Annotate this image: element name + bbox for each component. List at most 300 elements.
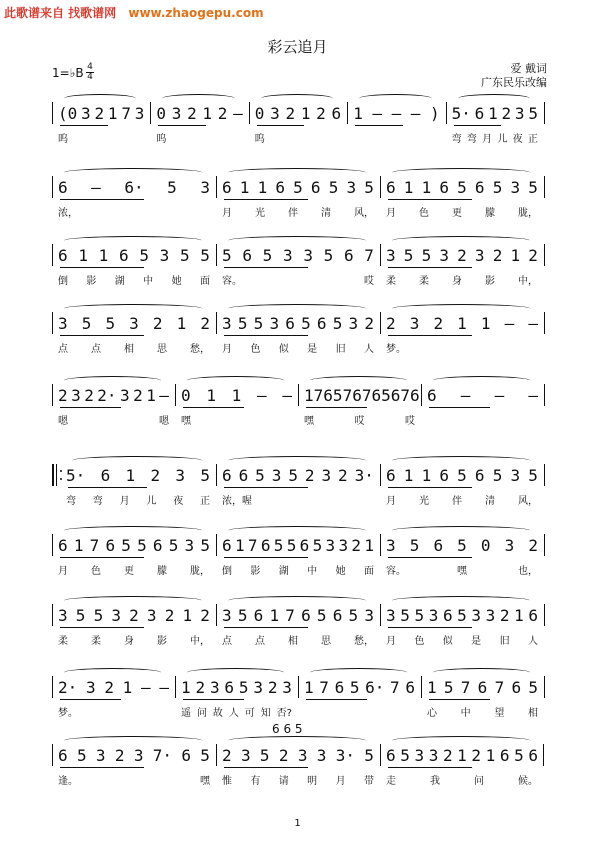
lyric-syllable: 似	[278, 344, 289, 355]
barline	[175, 676, 176, 698]
note: 1	[488, 104, 498, 123]
lyric-syllable: 嘿	[181, 416, 191, 427]
note: 1	[125, 466, 136, 485]
lyric-syllable: 柔	[386, 276, 396, 287]
lyric-syllable: 明	[307, 776, 318, 787]
measure-lyrics	[58, 412, 169, 426]
note: 3	[95, 746, 106, 765]
note: 5	[137, 536, 147, 555]
lyric-syllable: 儿	[146, 496, 157, 507]
measure-lyrics	[222, 272, 374, 286]
lyric-syllable: 知	[260, 708, 271, 719]
note: 6	[474, 104, 485, 123]
lyric-syllable: 弯	[466, 134, 477, 145]
lyric-syllable: 清	[485, 496, 495, 507]
note: 6	[260, 536, 271, 555]
note: 3	[222, 606, 232, 625]
note: 5	[457, 466, 467, 485]
measure-lyrics	[222, 340, 374, 354]
repeat-start-barline	[52, 464, 54, 486]
lyric-syllable: 影	[250, 566, 261, 577]
note: 7	[390, 678, 400, 697]
lyric-syllable: 嗯	[159, 416, 169, 427]
note: 0	[254, 104, 265, 123]
note: 2	[187, 104, 197, 123]
note: –	[233, 104, 243, 123]
note: 2	[278, 746, 289, 765]
note: 6	[343, 246, 354, 265]
barline	[52, 676, 53, 698]
note: 6	[474, 466, 485, 485]
lyric-syllable: 月	[119, 496, 130, 507]
note: 3	[209, 678, 220, 697]
barline	[175, 384, 176, 406]
note: (0	[58, 104, 78, 123]
slur-mark	[64, 168, 202, 177]
note: 1	[304, 678, 314, 697]
note: 5	[105, 314, 116, 333]
measure-notes	[222, 606, 374, 626]
note: 5	[457, 606, 467, 625]
note: 5	[514, 746, 524, 765]
lyric-syllable: 嘿	[200, 776, 210, 787]
note: 6	[334, 678, 345, 697]
beam-underline	[429, 699, 490, 700]
lyric-syllable: 有	[250, 776, 261, 787]
note: 3	[428, 606, 439, 625]
beam-underline	[224, 767, 308, 768]
note: 5	[222, 246, 232, 265]
note: 3	[321, 466, 332, 485]
measure-notes	[181, 386, 292, 406]
barline	[298, 384, 299, 406]
beam-underline	[224, 627, 308, 628]
note: 2	[222, 746, 232, 765]
beam-underline	[60, 627, 144, 628]
note: 2	[104, 678, 114, 697]
note: 3	[471, 606, 482, 625]
note: 1	[403, 178, 414, 197]
measure-lyrics	[386, 272, 538, 286]
lyric-syllable: 人	[228, 708, 239, 719]
beam-underline	[183, 407, 244, 408]
note: 2	[133, 386, 143, 405]
barline	[543, 744, 544, 766]
note: 6	[316, 314, 327, 333]
measure-notes	[58, 536, 210, 556]
note: 5	[255, 466, 265, 485]
lyric-syllable: 柔	[58, 636, 68, 647]
note: 5	[528, 104, 538, 123]
note: 5	[286, 536, 297, 555]
barline	[544, 102, 545, 124]
repeat-thin-barline	[56, 464, 57, 486]
note: 5	[273, 536, 284, 555]
slur-mark	[228, 304, 366, 313]
lyric-syllable: 身	[124, 636, 134, 647]
slur-mark	[64, 236, 202, 245]
lyric-syllable: 更	[452, 208, 462, 219]
lyric-syllable: 光	[419, 496, 429, 507]
barline	[52, 534, 53, 556]
lyric-syllable: 月	[482, 134, 493, 145]
note: 6	[242, 246, 252, 265]
note: 1	[353, 104, 363, 123]
note: )	[429, 104, 440, 123]
note: 6	[528, 606, 538, 625]
note: 6	[118, 246, 129, 265]
note: 5	[332, 386, 343, 405]
note: 2·	[97, 386, 117, 405]
measure-lyrics	[386, 562, 538, 576]
note: 5	[293, 178, 303, 197]
beam-underline	[224, 199, 308, 200]
lyric-syllable: 否?	[276, 708, 292, 719]
note: 3	[159, 246, 170, 265]
lyric-syllable: 点	[255, 636, 265, 647]
note: 6	[371, 386, 382, 405]
lyric-syllable: 惟	[222, 776, 232, 787]
barline	[380, 604, 381, 626]
note: 6	[390, 386, 401, 405]
beam-underline	[224, 557, 308, 558]
note: 3	[129, 314, 139, 333]
slur-mark	[228, 168, 366, 177]
slur-mark	[64, 668, 161, 677]
beam-underline	[60, 699, 121, 700]
note: 2	[129, 606, 139, 625]
lyric-syllable: 中，	[518, 276, 538, 287]
note: 5	[528, 466, 538, 485]
note: –	[282, 386, 292, 405]
lyric-syllable: 人	[527, 636, 538, 647]
note: 5	[262, 246, 273, 265]
note: 3	[253, 678, 263, 697]
note: 5	[121, 536, 131, 555]
note: 3·	[354, 466, 374, 485]
note: 3	[386, 536, 396, 555]
barline	[52, 604, 53, 626]
barline	[52, 102, 53, 124]
note: 3	[269, 314, 280, 333]
beam-underline	[388, 487, 472, 488]
measure-lyrics	[222, 492, 374, 506]
measure-notes	[58, 178, 210, 198]
repeat-dot	[60, 470, 62, 472]
note: 6	[222, 536, 232, 555]
barline	[216, 464, 217, 486]
lyric-syllable: 色	[414, 636, 425, 647]
lyric-syllable: 更	[124, 566, 134, 577]
note: 3	[348, 314, 359, 333]
note: 3	[510, 178, 521, 197]
barline	[298, 676, 299, 698]
beam-underline	[224, 335, 308, 336]
note: 2	[267, 678, 278, 697]
note: 2	[164, 606, 175, 625]
lyric-syllable: 是	[307, 344, 318, 355]
note: 0	[156, 104, 167, 123]
note: 1	[480, 314, 491, 333]
staff-system	[52, 460, 544, 520]
note: 7	[121, 104, 131, 123]
lyric-syllable: 似	[442, 636, 453, 647]
slur-mark	[64, 304, 202, 313]
lyric-syllable: 伴	[452, 496, 462, 507]
barline	[544, 312, 545, 334]
note: 3	[134, 104, 145, 123]
lyric-syllable: 湖	[278, 566, 289, 577]
note: 3	[85, 678, 96, 697]
note: 5·	[451, 104, 471, 123]
measure-lyrics	[222, 772, 374, 786]
beam-underline	[183, 699, 244, 700]
note: 5	[200, 246, 210, 265]
note: 2	[457, 246, 467, 265]
measure-lyrics	[386, 772, 538, 786]
lyric-syllable: 浓，喔	[222, 496, 252, 507]
note: 6	[301, 606, 311, 625]
slur-mark	[458, 94, 530, 103]
barline	[249, 102, 250, 124]
lyric-syllable: 点	[222, 636, 232, 647]
note: –	[528, 386, 538, 405]
lyric-syllable: 她	[171, 276, 182, 287]
time-signature	[86, 63, 94, 82]
lyric-syllable: 面	[199, 276, 210, 287]
note: 5	[403, 246, 414, 265]
slur-mark	[64, 736, 202, 745]
lyric-syllable: 梦。	[58, 708, 78, 719]
beam-underline	[388, 557, 472, 558]
page-number: 1	[294, 818, 301, 829]
note: 5	[457, 536, 467, 555]
watermark	[4, 4, 264, 21]
lyric-syllable: 风，	[518, 496, 538, 507]
measure-notes	[222, 466, 374, 486]
lyric-syllable: 哎	[405, 416, 415, 427]
lyric-syllable: 望	[494, 708, 505, 719]
lyric-syllable: 浓，	[58, 208, 78, 219]
note: 6	[386, 466, 396, 485]
note: 5	[316, 606, 327, 625]
note: 3	[282, 678, 292, 697]
lyric-syllable: 光	[255, 208, 265, 219]
slur-mark	[310, 376, 407, 385]
barline	[380, 464, 381, 486]
slur-mark	[392, 736, 530, 745]
slur-mark	[162, 94, 234, 103]
note: 5	[414, 606, 425, 625]
note: –	[159, 386, 169, 405]
measure-lyrics	[386, 204, 538, 218]
note: 5	[421, 246, 432, 265]
beam-underline	[388, 767, 472, 768]
staff-system	[52, 98, 544, 158]
measure-lyrics	[66, 492, 210, 506]
staff-system	[52, 600, 544, 660]
lyric-syllable: 她	[335, 566, 346, 577]
note: 0	[181, 386, 191, 405]
lyric-syllable: 点	[91, 344, 101, 355]
staff-system	[52, 240, 544, 300]
note: 3	[386, 246, 396, 265]
note: 2	[501, 104, 512, 123]
lyric-syllable: 是	[471, 636, 482, 647]
lyric-syllable: 候。	[518, 776, 538, 787]
lyric-syllable: 问	[196, 708, 207, 719]
staff-system	[52, 380, 544, 440]
note: 1	[514, 606, 524, 625]
note: 6	[331, 104, 342, 123]
note: 1	[78, 246, 88, 265]
measure-notes	[386, 178, 538, 198]
note: 2	[200, 314, 210, 333]
note: 2	[195, 678, 206, 697]
lyric-syllable: 伴	[288, 208, 298, 219]
note: 3	[316, 746, 327, 765]
note: –	[391, 104, 402, 123]
note: 3	[146, 606, 157, 625]
note: 3·	[335, 746, 355, 765]
note: 6	[474, 178, 485, 197]
note: 3	[282, 246, 293, 265]
note: 3	[386, 606, 396, 625]
barline	[446, 102, 447, 124]
time-top: 4	[87, 62, 93, 72]
lyric-syllable: 愁，	[190, 344, 210, 355]
note: 2	[433, 314, 444, 333]
barline	[380, 534, 381, 556]
note: 5	[528, 178, 538, 197]
note: 6	[439, 466, 449, 485]
measure-lyrics	[58, 130, 144, 144]
note: 5	[200, 536, 210, 555]
note: 1	[364, 536, 374, 555]
slur-mark	[72, 456, 202, 465]
beam-underline	[355, 125, 403, 126]
note: 5	[75, 606, 86, 625]
measure-notes	[427, 678, 538, 698]
note: 7	[361, 386, 372, 405]
beam-underline	[454, 125, 502, 126]
slur-mark	[228, 736, 366, 745]
lyric-syllable: 心	[427, 708, 437, 719]
beam-underline	[60, 767, 144, 768]
note: 1	[427, 678, 437, 697]
note: 2	[499, 606, 510, 625]
measure-lyrics	[304, 412, 415, 426]
note: –	[91, 178, 101, 197]
lyric-syllable: 弯	[92, 496, 103, 507]
lyric-syllable: 中	[143, 276, 154, 287]
lyric-syllable: 嘿	[304, 416, 314, 427]
note: 2	[58, 386, 68, 405]
lyric-syllable: 月	[58, 566, 68, 577]
staff-system	[52, 308, 544, 368]
note: 1	[269, 606, 280, 625]
note: –	[159, 678, 169, 697]
beam-underline	[68, 487, 147, 488]
barline	[150, 102, 151, 124]
note: 7	[494, 678, 505, 697]
measure-notes	[181, 678, 292, 698]
measure-notes	[386, 746, 538, 766]
measure-lyrics	[222, 632, 374, 646]
note: 5	[76, 746, 87, 765]
barline	[544, 176, 545, 198]
note: 7	[319, 678, 329, 697]
note: 3	[81, 104, 91, 123]
measure-notes	[386, 536, 538, 556]
measure-notes	[386, 314, 538, 334]
note: 3	[175, 466, 186, 485]
note: 5	[179, 246, 190, 265]
measure-lyrics	[58, 704, 169, 718]
measure-lyrics	[58, 632, 210, 646]
slur-mark	[64, 94, 136, 103]
note: 5	[168, 536, 179, 555]
measure-lyrics	[452, 130, 538, 144]
lyric-syllable: 人	[363, 344, 374, 355]
note: 2	[528, 536, 538, 555]
measure-notes	[156, 104, 242, 124]
barline	[216, 604, 217, 626]
lyric-syllable: 柔	[419, 276, 429, 287]
beam-underline	[60, 267, 144, 268]
note: 6	[410, 386, 420, 405]
lyric-syllable: 呜	[254, 134, 265, 145]
measure-lyrics	[58, 204, 210, 218]
barline	[52, 312, 53, 334]
measure-notes	[58, 386, 169, 406]
slur-mark	[228, 596, 366, 605]
note: 6	[181, 746, 191, 765]
lyric-syllable: 影	[485, 276, 495, 287]
lyric-syllable: 旧	[499, 636, 510, 647]
note: 6	[323, 386, 333, 405]
lyric-syllable: 胧，	[190, 566, 210, 577]
note: 3	[510, 466, 521, 485]
lyric-syllable: 中	[460, 708, 471, 719]
measure-notes	[58, 606, 210, 626]
note: 3	[71, 386, 81, 405]
lyric-syllable: 正	[527, 134, 538, 145]
lyric-syllable: 旧	[335, 344, 346, 355]
note: 1	[234, 536, 245, 555]
note: 7	[247, 536, 258, 555]
song-title: 彩云追月	[267, 38, 328, 56]
note: 3	[504, 536, 515, 555]
barline	[544, 604, 545, 626]
slur-mark	[228, 526, 366, 535]
note: 5	[167, 178, 177, 197]
lyric-syllable: 面	[363, 566, 374, 577]
lyric-syllable: 月	[222, 208, 232, 219]
note: 6	[222, 466, 232, 485]
note: 1	[206, 386, 216, 405]
beam-underline	[306, 699, 367, 700]
lyric-syllable: 月	[386, 636, 396, 647]
note: 5	[364, 746, 374, 765]
measure-notes	[255, 104, 341, 124]
note: 3	[171, 104, 182, 123]
note: 5	[139, 246, 149, 265]
beam-underline	[60, 125, 108, 126]
note: 5	[200, 746, 210, 765]
note: 5	[400, 606, 410, 625]
slur-mark	[261, 94, 333, 103]
